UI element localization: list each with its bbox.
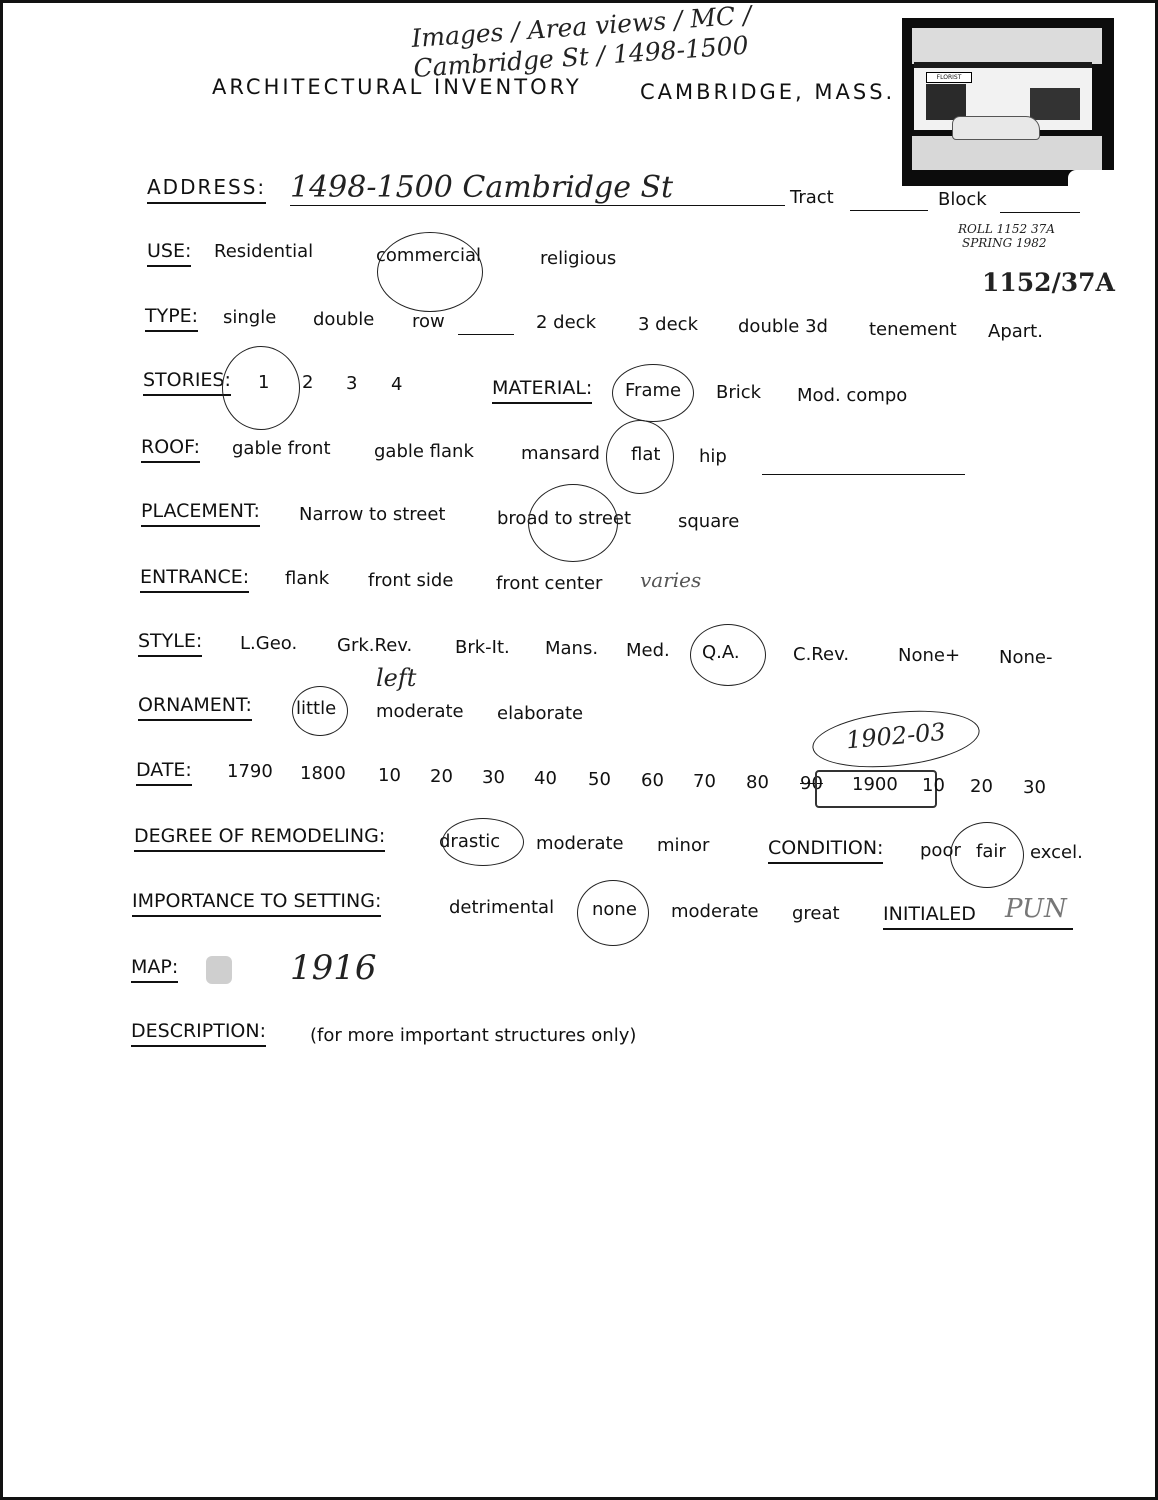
type-option-single: single <box>223 307 277 328</box>
stories-option-2: 2 <box>302 372 314 393</box>
style-option-none-minus: None- <box>999 647 1053 668</box>
selection-circle <box>577 880 649 946</box>
date-label: DATE: <box>136 759 192 786</box>
roll-number: 1152/37A <box>982 268 1115 297</box>
material-option-frame: Frame <box>625 380 682 401</box>
type-option-apart: Apart. <box>988 321 1043 342</box>
address-value: 1498-1500 Cambridge St <box>290 170 785 206</box>
type-option-2-deck: 2 deck <box>536 312 596 333</box>
stories-label: STORIES: <box>143 369 231 396</box>
roll-note: ROLL 1152 37A <box>958 222 1055 236</box>
stories-option-4: 4 <box>391 374 403 395</box>
roof-option-gable-front: gable front <box>232 438 331 459</box>
date-option-1900: 1900 <box>852 774 898 795</box>
style-option-med: Med. <box>626 640 670 661</box>
entrance-label: ENTRANCE: <box>140 566 249 593</box>
roof-option-flat: flat <box>631 444 661 465</box>
stories-option-1: 1 <box>258 372 270 393</box>
importance-option-moderate: moderate <box>671 901 759 922</box>
date-scribble <box>815 770 937 808</box>
type-blank <box>458 334 514 335</box>
material-option-brick: Brick <box>716 382 762 403</box>
date-option-1910: 10 <box>922 775 945 796</box>
initialed-label: INITIALED <box>883 903 1073 930</box>
initialed-value: PUN <box>1005 894 1067 924</box>
map-smudge <box>206 956 232 984</box>
ornament-option-little: little <box>296 698 337 719</box>
style-option-mans: Mans. <box>545 638 599 659</box>
date-handwritten: 1902-03 <box>844 717 947 755</box>
use-option-commercial: commercial <box>376 245 481 266</box>
placement-option-broad: broad to street <box>497 508 632 529</box>
placement-option-narrow: Narrow to street <box>299 504 446 525</box>
remodeling-option-minor: minor <box>657 835 710 856</box>
date-option-70: 70 <box>693 771 716 792</box>
remodeling-option-drastic: drastic <box>439 831 501 852</box>
selection-circle <box>612 364 694 422</box>
importance-option-detrimental: detrimental <box>449 897 555 918</box>
date-option-1920: 20 <box>970 776 993 797</box>
stories-option-3: 3 <box>346 373 358 394</box>
roof-option-gable-flank: gable flank <box>374 441 474 462</box>
type-label: TYPE: <box>145 305 198 332</box>
condition-option-excel: excel. <box>1030 842 1083 863</box>
use-option-religious: religious <box>540 248 617 269</box>
roof-label: ROOF: <box>141 436 200 463</box>
type-option-double: double <box>313 309 375 330</box>
selection-circle <box>690 624 766 686</box>
placement-option-square: square <box>678 511 740 532</box>
condition-label: CONDITION: <box>768 837 883 864</box>
type-option-double-3d: double 3d <box>738 316 828 337</box>
description-label: DESCRIPTION: <box>131 1020 266 1047</box>
date-option-80: 80 <box>746 772 769 793</box>
condition-option-fair: fair <box>976 841 1006 862</box>
importance-option-great: great <box>792 903 840 924</box>
address-label: ADDRESS: <box>147 175 266 204</box>
condition-option-poor: poor <box>920 840 961 861</box>
selection-circle <box>222 346 300 430</box>
block-blank <box>1000 212 1080 213</box>
roof-blank <box>762 474 965 475</box>
description-note: (for more important structures only) <box>310 1025 637 1046</box>
style-option-none-plus: None+ <box>898 645 961 666</box>
building-photo <box>902 18 1114 186</box>
form-location: CAMBRIDGE, MASS. <box>640 80 896 104</box>
date-option-40: 40 <box>534 768 557 789</box>
material-label: MATERIAL: <box>492 377 592 404</box>
use-label: USE: <box>147 240 191 267</box>
importance-option-none: none <box>592 899 637 920</box>
style-label: STYLE: <box>138 630 202 657</box>
remodeling-label: DEGREE OF REMODELING: <box>134 825 385 852</box>
remodeling-option-moderate: moderate <box>536 833 624 854</box>
style-option-qa: Q.A. <box>702 642 740 663</box>
photo-window <box>1030 88 1080 120</box>
ornament-handwritten: left <box>376 664 417 692</box>
date-option-10: 10 <box>378 765 401 786</box>
selection-circle <box>442 818 524 866</box>
photo-road <box>912 136 1102 170</box>
selection-circle <box>950 822 1024 888</box>
map-value: 1916 <box>290 948 377 988</box>
date-option-30: 30 <box>482 767 505 788</box>
style-option-crev: C.Rev. <box>793 644 850 665</box>
type-option-row: row <box>412 311 445 332</box>
use-option-residential: Residential <box>214 241 314 262</box>
placement-label: PLACEMENT: <box>141 500 260 527</box>
selection-circle <box>528 484 618 562</box>
selection-circle <box>377 232 483 312</box>
date-option-60: 60 <box>641 770 664 791</box>
type-option-tenement: tenement <box>869 319 957 340</box>
ornament-option-elaborate: elaborate <box>497 703 584 724</box>
photo-car <box>952 116 1040 140</box>
entrance-handwritten: varies <box>640 568 702 592</box>
date-option-1930: 30 <box>1023 777 1046 798</box>
style-option-brkit: Brk-It. <box>455 637 510 658</box>
selection-circle <box>292 686 348 736</box>
date-option-50: 50 <box>588 769 611 790</box>
roof-option-hip: hip <box>699 446 727 467</box>
date-option-1790: 1790 <box>227 761 273 782</box>
tract-blank <box>850 210 928 211</box>
form-title: ARCHITECTURAL INVENTORY <box>212 75 582 99</box>
date-option-1800: 1800 <box>300 763 346 784</box>
entrance-option-front-center: front center <box>496 573 603 594</box>
date-option-90: 90 <box>800 773 823 794</box>
roof-option-mansard: mansard <box>521 443 600 464</box>
spring-note: SPRING 1982 <box>962 236 1047 250</box>
tract-label: Tract <box>790 187 834 208</box>
map-label: MAP: <box>131 956 178 983</box>
date-option-20: 20 <box>430 766 453 787</box>
importance-label: IMPORTANCE TO SETTING: <box>132 890 381 917</box>
photo-shop-sign: FLORIST <box>926 72 972 83</box>
ornament-option-moderate: moderate <box>376 701 464 722</box>
entrance-option-flank: flank <box>285 568 330 589</box>
ornament-label: ORNAMENT: <box>138 694 252 721</box>
photo-window <box>926 84 966 120</box>
photo-sky <box>912 28 1102 64</box>
selection-circle <box>606 420 674 494</box>
type-option-3-deck: 3 deck <box>638 314 698 335</box>
photo-corner <box>1068 170 1114 186</box>
material-option-mod-compo: Mod. compo <box>797 385 908 406</box>
style-option-grkrev: Grk.Rev. <box>337 635 413 656</box>
style-option-lgeo: L.Geo. <box>240 633 298 654</box>
header-handwritten-note: Images / Area views / MC / Cambridge St / 1498-1500 <box>410 0 753 83</box>
entrance-option-front-side: front side <box>368 570 454 591</box>
block-label: Block <box>938 189 987 210</box>
